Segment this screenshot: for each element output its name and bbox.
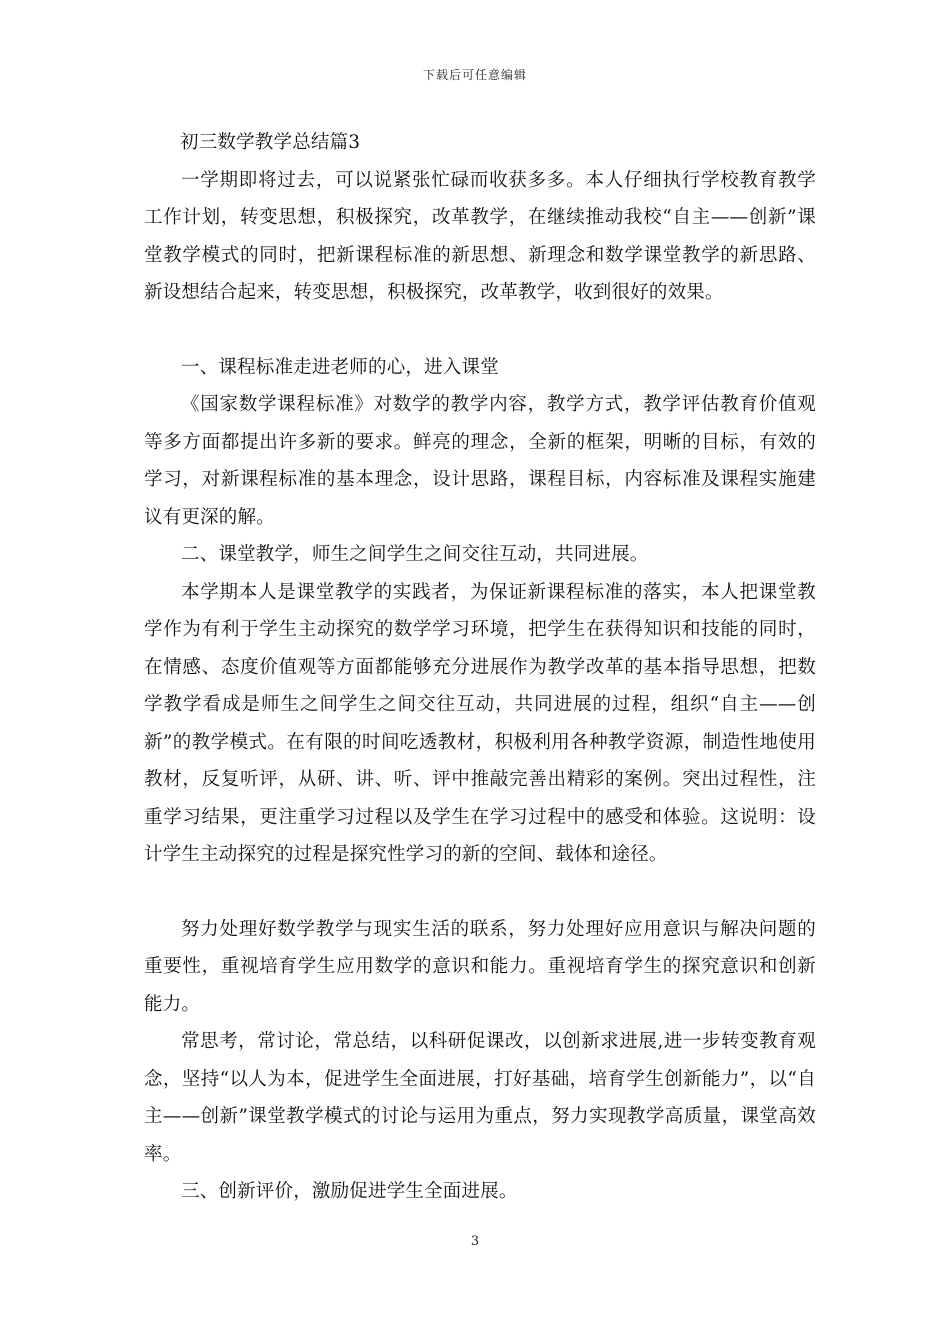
document-body: [144, 124, 816, 1211]
section-1-heading: 一、课程标准走进老师的心，进入课堂: [181, 356, 499, 378]
page-number: 3: [470, 1234, 480, 1249]
intro-paragraph: 一学期即将过去，可以说紧张忙碌而收获多多。本人仔细执行学校教育教学工作计划，转变思想，积极探究，改革教学，在继续推动我校“自主——创新”课堂教学模式的同时，把新课程标准的新思想、新理念和数学课堂教学的新思路、新设想结合起来，转变思想，积极探究，改革教学，收到很好的效果。: [144, 169, 816, 303]
section-2-body: 本学期本人是课堂教学的实践者，为保证新课程标准的落实，本人把课堂教学作为有利于学生主动探究的数学学习环境，把学生在获得知识和技能的同时，在情感、态度价值观等方面都能够充分进展作为教学改革的基本指导思想，把数学教学看成是师生之间学生之间交往互动，共同进展的过程，组织“自主——创新”的教学模式。在有限的时间吃透教材，积极利用各种教学资源，制造性地使用教材，反复听评，从研、讲、听、评中推敲完善出精彩的案例。突出过程性，注重学习结果，更注重学习过程以及学生在学习过程中的感受和体验。这说明：设计学生主动探究的过程是探究性学习的新的空间、载体和途径。: [144, 581, 816, 865]
section-2-heading: 二、课堂教学，师生之间学生之间交往互动，共同进展。: [181, 544, 649, 565]
paragraph-gap: [144, 312, 816, 349]
page-header: 下载后可任意编辑: [422, 68, 527, 82]
document-title: 初三数学教学总结篇3: [180, 132, 361, 153]
section-3-heading: 三、创新评价，激励促进学生全面进展。: [181, 1181, 518, 1202]
practice-paragraph: 努力处理好数学教学与现实生活的联系，努力处理好应用意识与解决问题的重要性，重视培育学生应用数学的意识和能力。重视培育学生的探究意识和创新能力。: [144, 918, 816, 1015]
paragraph-gap: [144, 874, 816, 911]
reflection-paragraph: 常思考，常讨论，常总结，以科研促课改，以创新求进展,进一步转变教育观念，坚持“以人为本，促进学生全面进展，打好基础，培育学生创新能力”，以“自主——创新”课堂教学模式的讨论与运用为重点，努力实现教学高质量，课堂高效率。: [144, 1031, 816, 1165]
section-1-body: 《国家数学课程标准》对数学的教学内容，教学方式，教学评估教育价值观等多方面都提出许多新的要求。鲜亮的理念，全新的框架，明晰的目标，有效的学习，对新课程标准的基本理念，设计思路，课程目标，内容标准及课程实施建议有更深的解。: [144, 394, 816, 528]
